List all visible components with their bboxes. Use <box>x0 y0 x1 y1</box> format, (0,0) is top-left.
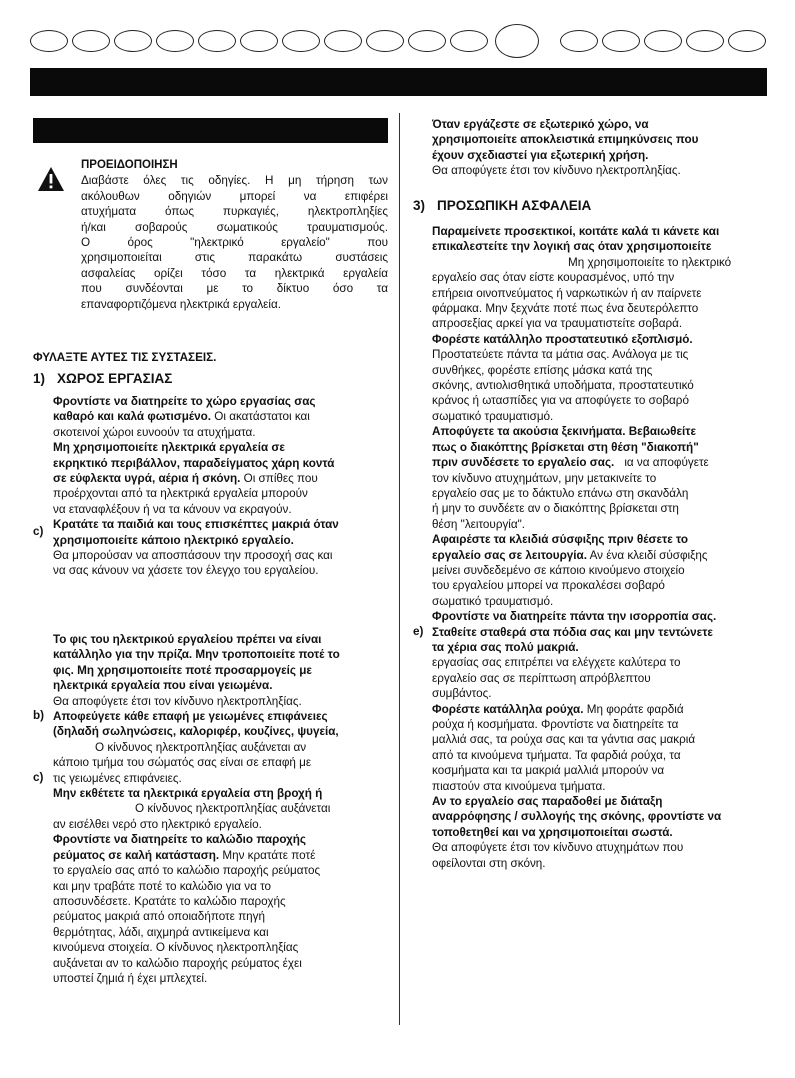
chapter-oval <box>30 30 68 52</box>
item-3e-label: e) <box>413 625 424 638</box>
item-2c-text: αν εισέλθει νερό στο ηλεκτρικό εργαλείο. <box>53 817 262 831</box>
item-3e-bold: Φροντίστε να διατηρείτε πάντα την ισορροπία σας. <box>432 610 717 624</box>
item-3d-bold: Αφαιρέστε τα κλειδιά σύσφιξης πριν θέσετε το <box>432 533 689 547</box>
item-3e-bold: τα χέρια σας πολύ μακριά. <box>432 640 579 654</box>
item-2b-bold: (δηλαδή σωληνώσεις, καλοριφέρ, κουζίνες, ψυγεία, <box>53 725 339 739</box>
item-1c-text: να σας κάνουν να χάσετε τον έλεγχο του εργαλείου. <box>53 564 319 578</box>
item-2e-text: Θα αποφύγετε έτσι τον κίνδυνο ηλεκτροπληξίας. <box>432 164 681 178</box>
warning-line: ασφαλείας ορίζει τόσο τα ηλεκτρικά εργαλεία <box>81 266 388 280</box>
item-2d-text: ρεύματος μακριά από οποιαδήποτε πηγή <box>53 910 266 924</box>
item-3c-bold: πριν συνδέσετε το εργαλείο σας. <box>432 456 615 470</box>
item-2d-text: αυξάνεται αν το καλώδιο παροχής ρεύματος έχει <box>53 956 302 970</box>
item-2b-text: Ο κίνδυνος ηλεκτροπληξίας αυξάνεται αν <box>95 740 307 754</box>
item-2b-label: b) <box>33 709 45 722</box>
chapter-oval <box>644 30 682 52</box>
item-2d-text: το εργαλείο σας από το καλώδιο παροχής ρεύματος <box>53 864 321 878</box>
chapter-oval <box>686 30 724 52</box>
item-3c-text: εργαλείο σας με το δάκτυλο επάνω στη σκανδάλη <box>432 486 689 500</box>
item-3d-bold: εργαλείο σας σε λειτουργία. <box>432 548 587 562</box>
item-3b-text: Προστατεύετε πάντα τα μάτια σας. Ανάλογα με τις <box>432 348 689 362</box>
item-3c-bold: πως ο διακόπτης βρίσκεται στη θέση "διακοπή" <box>432 440 699 454</box>
item-1a-bold: Φροντίστε να διατηρείτε το χώρο εργασίας σας <box>53 395 316 408</box>
item-3b-bold: Φορέστε κατάλληλο προστατευτικό εξοπλισμό. <box>432 332 693 346</box>
item-2d-text: και μην τραβάτε ποτέ το καλώδιο για να το <box>53 879 272 893</box>
item-1b-bold: σε εύφλεκτα υγρά, αέρια ή σκόνη. <box>53 472 241 486</box>
item-3c-text: ια να αποφύγετε <box>624 456 709 470</box>
item-3f-text: από τα κινούμενα τμήματα. Τα φαρδιά ρούχα, τα <box>432 748 681 762</box>
header-bar <box>30 68 767 96</box>
item-2a-text: Θα αποφύγετε έτσι τον κίνδυνο ηλεκτροπληξίας. <box>53 694 302 708</box>
item-3f-text: κοσμήματα και τα μακριά μαλλιά μπορούν να <box>432 764 665 778</box>
warning-line: Ο όρος "ηλεκτρικό εργαλείο" που <box>81 236 388 250</box>
item-3f-text: μαλλιά σας, τα ρούχα σας και τα γάντια σας μακριά <box>432 733 696 747</box>
chapter-oval <box>366 30 404 52</box>
item-3c-bold: Αποφύγετε τα ακούσια ξεκινήματα. Βεβαιωθείτε <box>432 425 697 439</box>
item-2d-bold: ρεύματος σε καλή κατάσταση. <box>53 848 220 862</box>
item-2a-bold: ηλεκτρικά εργαλεία που είναι γειωμένα. <box>53 679 273 693</box>
item-3g-text: Θα αποφύγετε έτσι τον κίνδυνο ατυχημάτων που <box>432 841 684 855</box>
chapter-oval-active <box>495 24 539 58</box>
section-3-body <box>432 224 767 871</box>
item-2e-bold: χρησιμοποιείτε αποκλειστικά επιμηκύνσεις που <box>432 133 699 147</box>
item-1b-text: Οι σπίθες που <box>240 472 318 486</box>
item-3f-text: πιαστούν στα κινούμενα τμήματα. <box>432 779 606 793</box>
item-3a-text: εργαλείο σας όταν είστε κουρασμένος, υπό την <box>432 271 675 285</box>
item-3a-text: Μη χρησιμοποιείτε το ηλεκτρικό <box>568 255 732 269</box>
item-2b-bold: Αποφεύγετε κάθε επαφή με γειωμένες επιφάνειες <box>53 710 328 724</box>
item-1b-text: να εταναφλέξουν ή να τα κάνουν να εκραγούν. <box>53 502 292 516</box>
chapter-oval <box>728 30 766 52</box>
item-1c-bold: χρησιμοποιείτε κάποιο ηλεκτρικό εργαλείο. <box>53 533 294 547</box>
chapter-oval <box>198 30 236 52</box>
item-3b-text: σωματικό τραυματισμό. <box>432 409 554 423</box>
item-3g-bold: Αν το εργαλείο σας παραδοθεί με διάταξη <box>432 795 663 809</box>
item-2a-bold: φις. Μη χρησιμοποιείτε ποτέ προσαρμογείς με <box>53 663 312 677</box>
item-3a-text: απροσεξίας αρκεί για να τραυματιστείτε σοβαρά. <box>432 317 683 331</box>
item-3b-text: κράνος ή ωτασπίδες για να αποφύγετε το σοβαρό <box>432 394 689 408</box>
item-1c-label: c) <box>33 525 44 538</box>
chapter-oval <box>156 30 194 52</box>
item-3f-text: ρούχα ή κοσμήματα. Φροντίστε να διατηρείτε τα <box>432 718 679 731</box>
item-3d-text: σωματικό τραυματισμό. <box>432 594 554 608</box>
warning-block <box>81 158 388 312</box>
warning-line: χρησιμοποιείται στις παρακάτω συστάσεις <box>81 251 388 265</box>
warning-line: επαναφορτιζόμενα ηλεκτρικά εργαλεία. <box>81 297 281 311</box>
item-2c-label: c) <box>33 771 44 784</box>
item-2e-bold: έχουν σχεδιαστεί για εξωτερική χρήση. <box>432 148 649 162</box>
item-2b-text: κάποιο τμήμα του σώματός σας είναι σε επαφή με <box>53 756 312 770</box>
item-3g-bold: τοποθετηθεί και να χρησιμοποιείται σωστά. <box>432 825 673 839</box>
item-1a-text: Οι ακατάστατοι και <box>211 410 310 424</box>
item-2d-text: Μην κρατάτε ποτέ <box>219 848 316 862</box>
chapter-oval <box>72 30 110 52</box>
item-3e-text: συμβάντος. <box>432 687 492 701</box>
chapter-oval <box>560 30 598 52</box>
item-3a-text: φάρμακα. Μην ξεχνάτε ποτέ πως ένα δευτερόλεπτο <box>432 302 699 316</box>
item-3e-bold: Σταθείτε σταθερά στα πόδια σας και μην τεντώνετε <box>432 625 713 639</box>
chapter-oval <box>324 30 362 52</box>
item-2c-bold: Μην εκθέτετε τα ηλεκτρικά εργαλεία στη βροχή ή <box>53 787 323 801</box>
warning-line: Διαβάστε όλες τις οδηγίες. Η μη τήρηση των <box>81 174 388 188</box>
item-1b-bold: Μη χρησιμοποιείτε ηλεκτρικά εργαλεία σε <box>53 441 285 455</box>
warning-line: ακόλουθων οδηγιών μπορεί να επιφέρει <box>81 189 388 203</box>
item-2d-text: αποσυνδέσετε. Κρατάτε το καλώδιο παροχής <box>53 894 286 908</box>
item-2c-text: Ο κίνδυνος ηλεκτροπληξίας αυξάνεται <box>135 802 331 816</box>
chapter-oval <box>602 30 640 52</box>
chapter-oval <box>240 30 278 52</box>
section-3-number: 3) <box>413 198 426 213</box>
item-2b-text: τις γειωμένες επιφάνειες. <box>53 771 182 785</box>
keep-instructions: ΦΥΛΑΞΤΕ ΑΥΤΕΣ ΤΙΣ ΣΥΣΤΑΣΕΙΣ. <box>33 350 217 364</box>
section-1-number: 1) <box>33 371 46 386</box>
item-1b-bold: εκρηκτικό περιβάλλον, παραδείγματος χάρη κοντά <box>53 456 335 470</box>
item-1c-text: Θα μπορούσαν να αποσπάσουν την προσοχή σας και <box>53 549 333 563</box>
item-3g-bold: αναρρόφησης / συλλογής της σκόνης, φροντίστε να <box>432 810 722 824</box>
chapter-oval <box>114 30 152 52</box>
item-3d-text: μείνει συνδεδεμένο σε κάποιο κινούμενο στοιχείο <box>432 563 685 577</box>
section-2-body <box>53 632 388 986</box>
item-3g-text: οφείλονται στη σκόνη. <box>432 856 546 870</box>
chapter-oval <box>450 30 488 52</box>
item-1c-bold: Κρατάτε τα παιδιά και τους επισκέπτες μακριά όταν <box>53 518 339 532</box>
chapter-oval <box>408 30 446 52</box>
item-1b-text: προέρχονται από τα ηλεκτρικά εργαλεία μπορούν <box>53 487 308 501</box>
item-2d-bold: Φροντίστε να διατηρείτε το καλώδιο παροχής <box>53 833 307 847</box>
item-3e-text: εργασίας σας επιτρέπει να ελέγχετε καλύτερα το <box>432 656 681 670</box>
item-1a-text: σκοτεινοί χώροι ευνοούν τα ατυχήματα. <box>53 425 256 439</box>
item-3c-text: τον κίνδυνο ατυχημάτων, μην μετακινείτε το <box>432 471 657 485</box>
item-3c-text: θέση "λειτουργία". <box>432 517 526 531</box>
section-header-bar <box>33 118 388 143</box>
chapter-tabs <box>30 30 770 56</box>
item-2a-bold: κατάλληλο για την πρίζα. Μην τροποποιείτε ποτέ το <box>53 648 340 662</box>
item-3a-text: επήρεια οινοπνεύματος ή ναρκωτικών ή αν παίρνετε <box>432 286 702 300</box>
item-3d-text: του εργαλείου μπορεί να προκαλέσει σοβαρό <box>432 579 665 593</box>
section-3-title: ΠΡΟΣΩΠΙΚΗ ΑΣΦΑΛΕΙΑ <box>437 198 592 213</box>
item-3e-text: εργαλείο σας σε περίπτωση απρόβλεπτου <box>432 671 651 685</box>
item-3a-bold: Παραμείνετε προσεκτικοί, κοιτάτε καλά τι κάνετε και <box>432 225 720 238</box>
item-2d-text: κινούμενα στοιχεία. Ο κίνδυνος ηλεκτροπληξίας <box>53 941 299 955</box>
item-1a-bold: καθαρό και καλά φωτισμένο. <box>53 410 212 424</box>
section-1-body <box>53 394 388 579</box>
item-3b-text: συνθήκες, φορέστε επίσης μάσκα κατά της <box>432 363 653 377</box>
item-3c-text: ή μην το συνδέετε αν ο διακόπτης βρίσκεται στη <box>432 502 679 516</box>
warning-icon <box>37 166 65 192</box>
column-divider <box>399 113 400 1025</box>
item-3f-bold: Φορέστε κατάλληλα ρούχα. <box>432 702 584 716</box>
warning-title: ΠΡΟΕΙΔΟΠΟΙΗΣΗ <box>81 159 178 171</box>
section-1-title: ΧΩΡΟΣ ΕΡΓΑΣΙΑΣ <box>57 371 173 386</box>
chapter-oval <box>282 30 320 52</box>
item-3d-text: Αν ένα κλειδί σύσφιξης <box>586 548 708 562</box>
item-3a-bold: επικαλεστείτε την λογική σας όταν χρησιμοποιείτε <box>432 240 712 254</box>
item-2d-text: θερμότητας, λάδι, αιχμηρά αντικείμενα και <box>53 925 269 939</box>
warning-line: που συνδέονται με το δίκτυο όσο τα <box>81 282 388 296</box>
warning-line: ατυχήματα όπως πυρκαγιές, ηλεκτροπληξίες <box>81 205 388 219</box>
item-2d-text: υποστεί ζημιά ή έχει μπλεχτεί. <box>53 971 208 985</box>
item-2e-bold: Όταν εργάζεστε σε εξωτερικό χώρο, να <box>432 118 649 131</box>
item-2e <box>432 117 767 179</box>
item-3f-text: Μη φοράτε φαρδιά <box>583 702 684 716</box>
item-2a-bold: Το φις του ηλεκτρικού εργαλείου πρέπει να είναι <box>53 633 322 646</box>
warning-line: ή/και σοβαρούς σωματικούς τραυματισμούς. <box>81 220 388 234</box>
item-3b-text: σκόνης, αντιολισθητικά υποδήματα, προστατευτικό <box>432 379 694 393</box>
